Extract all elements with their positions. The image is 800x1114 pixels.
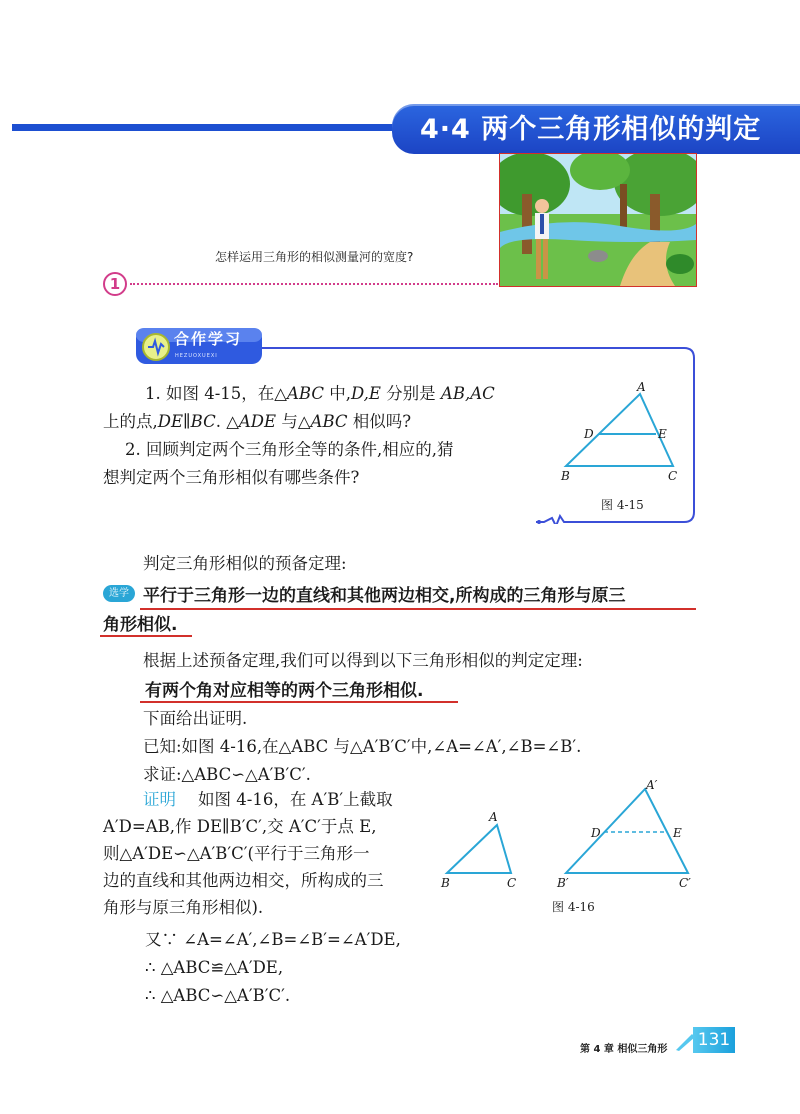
lead-question: 怎样运用三角形的相似测量河的宽度? (215, 250, 414, 264)
optional-badge: 选学 (103, 585, 135, 602)
proof-line-2: A′D=AB,作 DE∥B′C′,交 A′C′于点 E, (103, 817, 377, 836)
fig16-label-e: E (673, 826, 682, 840)
fig15-caption: 图 4-15 (601, 498, 644, 512)
coop-badge-sublabel: HEZUOXUEXI (175, 353, 218, 359)
fig15-label-c: C (668, 469, 678, 483)
coop-item-2-line-2: 想判定两个三角形相似有哪些条件? (103, 468, 360, 487)
triangle-abc (566, 394, 673, 466)
proof-line-4: 边的直线和其他两边相交，所构成的三 (103, 871, 384, 890)
section-title: 4·4 两个三角形相似的判定 (420, 114, 762, 145)
fig15-label-a: A (637, 380, 646, 394)
proof-line-5: 角形与原三角形相似). (103, 898, 264, 917)
fig15-label-d: D (584, 427, 594, 441)
fig16-label-c-prime: C′ (679, 876, 691, 890)
fig16-label-a-prime: A′ (646, 778, 658, 792)
lemma-line-2: 角形相似. (103, 615, 178, 635)
coop-badge-label: 合作学习 (174, 330, 243, 348)
proof-label: 证明 (143, 790, 176, 809)
lemma-line-1: 平行于三角形一边的直线和其他两边相交,所构成的三角形与原三 (143, 586, 626, 606)
fig16-label-a: A (489, 810, 498, 824)
fig16-label-c: C (507, 876, 517, 890)
question-number-badge: 1 (103, 272, 127, 296)
fig16-label-b: B (441, 876, 450, 890)
page-number: 131 (693, 1027, 735, 1053)
triangle-abc-small (447, 825, 511, 873)
coop-item-1-line-2: 上的点,DE∥BC. △ADE 与△ABC 相似吗? (103, 412, 412, 431)
chapter-footer: 第 4 章 相似三角形 (580, 1044, 668, 1055)
fig16-label-b-prime: B′ (557, 876, 569, 890)
fig16-caption: 图 4-16 (552, 900, 595, 914)
coop-item-2-line-1: 2. 回顾判定两个三角形全等的条件,相应的,猜 (125, 440, 454, 459)
triangle-abc-large (566, 789, 688, 873)
forest-river-image (500, 154, 696, 286)
lemma-underline-2 (100, 635, 192, 637)
figure-4-16 (430, 775, 710, 885)
proof-step-3: ∴ △ABC∽△A′B′C′. (145, 986, 291, 1005)
fig15-label-e: E (658, 427, 667, 441)
fig16-label-d: D (591, 826, 601, 840)
coop-item-1-line-1: 1. 如图 4-15，在△ABC 中,D,E 分别是 AB,AC (145, 384, 495, 403)
proof-line-1: 如图 4-16，在 A′B′上截取 (198, 790, 393, 809)
prove-statement: 求证:△ABC∽△A′B′C′. (143, 765, 311, 784)
theorem-underline (140, 701, 458, 703)
proof-step-1: 又∵ ∠A=∠A′,∠B=∠B′=∠A′DE, (145, 930, 401, 949)
theorem-statement: 有两个角对应相等的两个三角形相似. (145, 681, 424, 701)
river-illustration (499, 153, 697, 287)
proof-intro: 下面给出证明. (143, 709, 248, 728)
lemma-intro: 判定三角形相似的预备定理: (143, 554, 347, 573)
header-rule (12, 124, 432, 131)
lemma-underline-1 (140, 608, 696, 610)
proof-step-2: ∴ △ABC≌△A′DE, (145, 958, 284, 977)
theorem-intro: 根据上述预备定理,我们可以得到以下三角形相似的判定定理: (143, 651, 583, 670)
dotted-divider (130, 283, 498, 285)
fig15-label-b: B (561, 469, 570, 483)
proof-line-3: 则△A′DE∽△A′B′C′(平行于三角形一 (103, 844, 370, 863)
given-statement: 已知:如图 4-16,在△ABC 与△A′B′C′中,∠A=∠A′,∠B=∠B′. (143, 737, 582, 756)
